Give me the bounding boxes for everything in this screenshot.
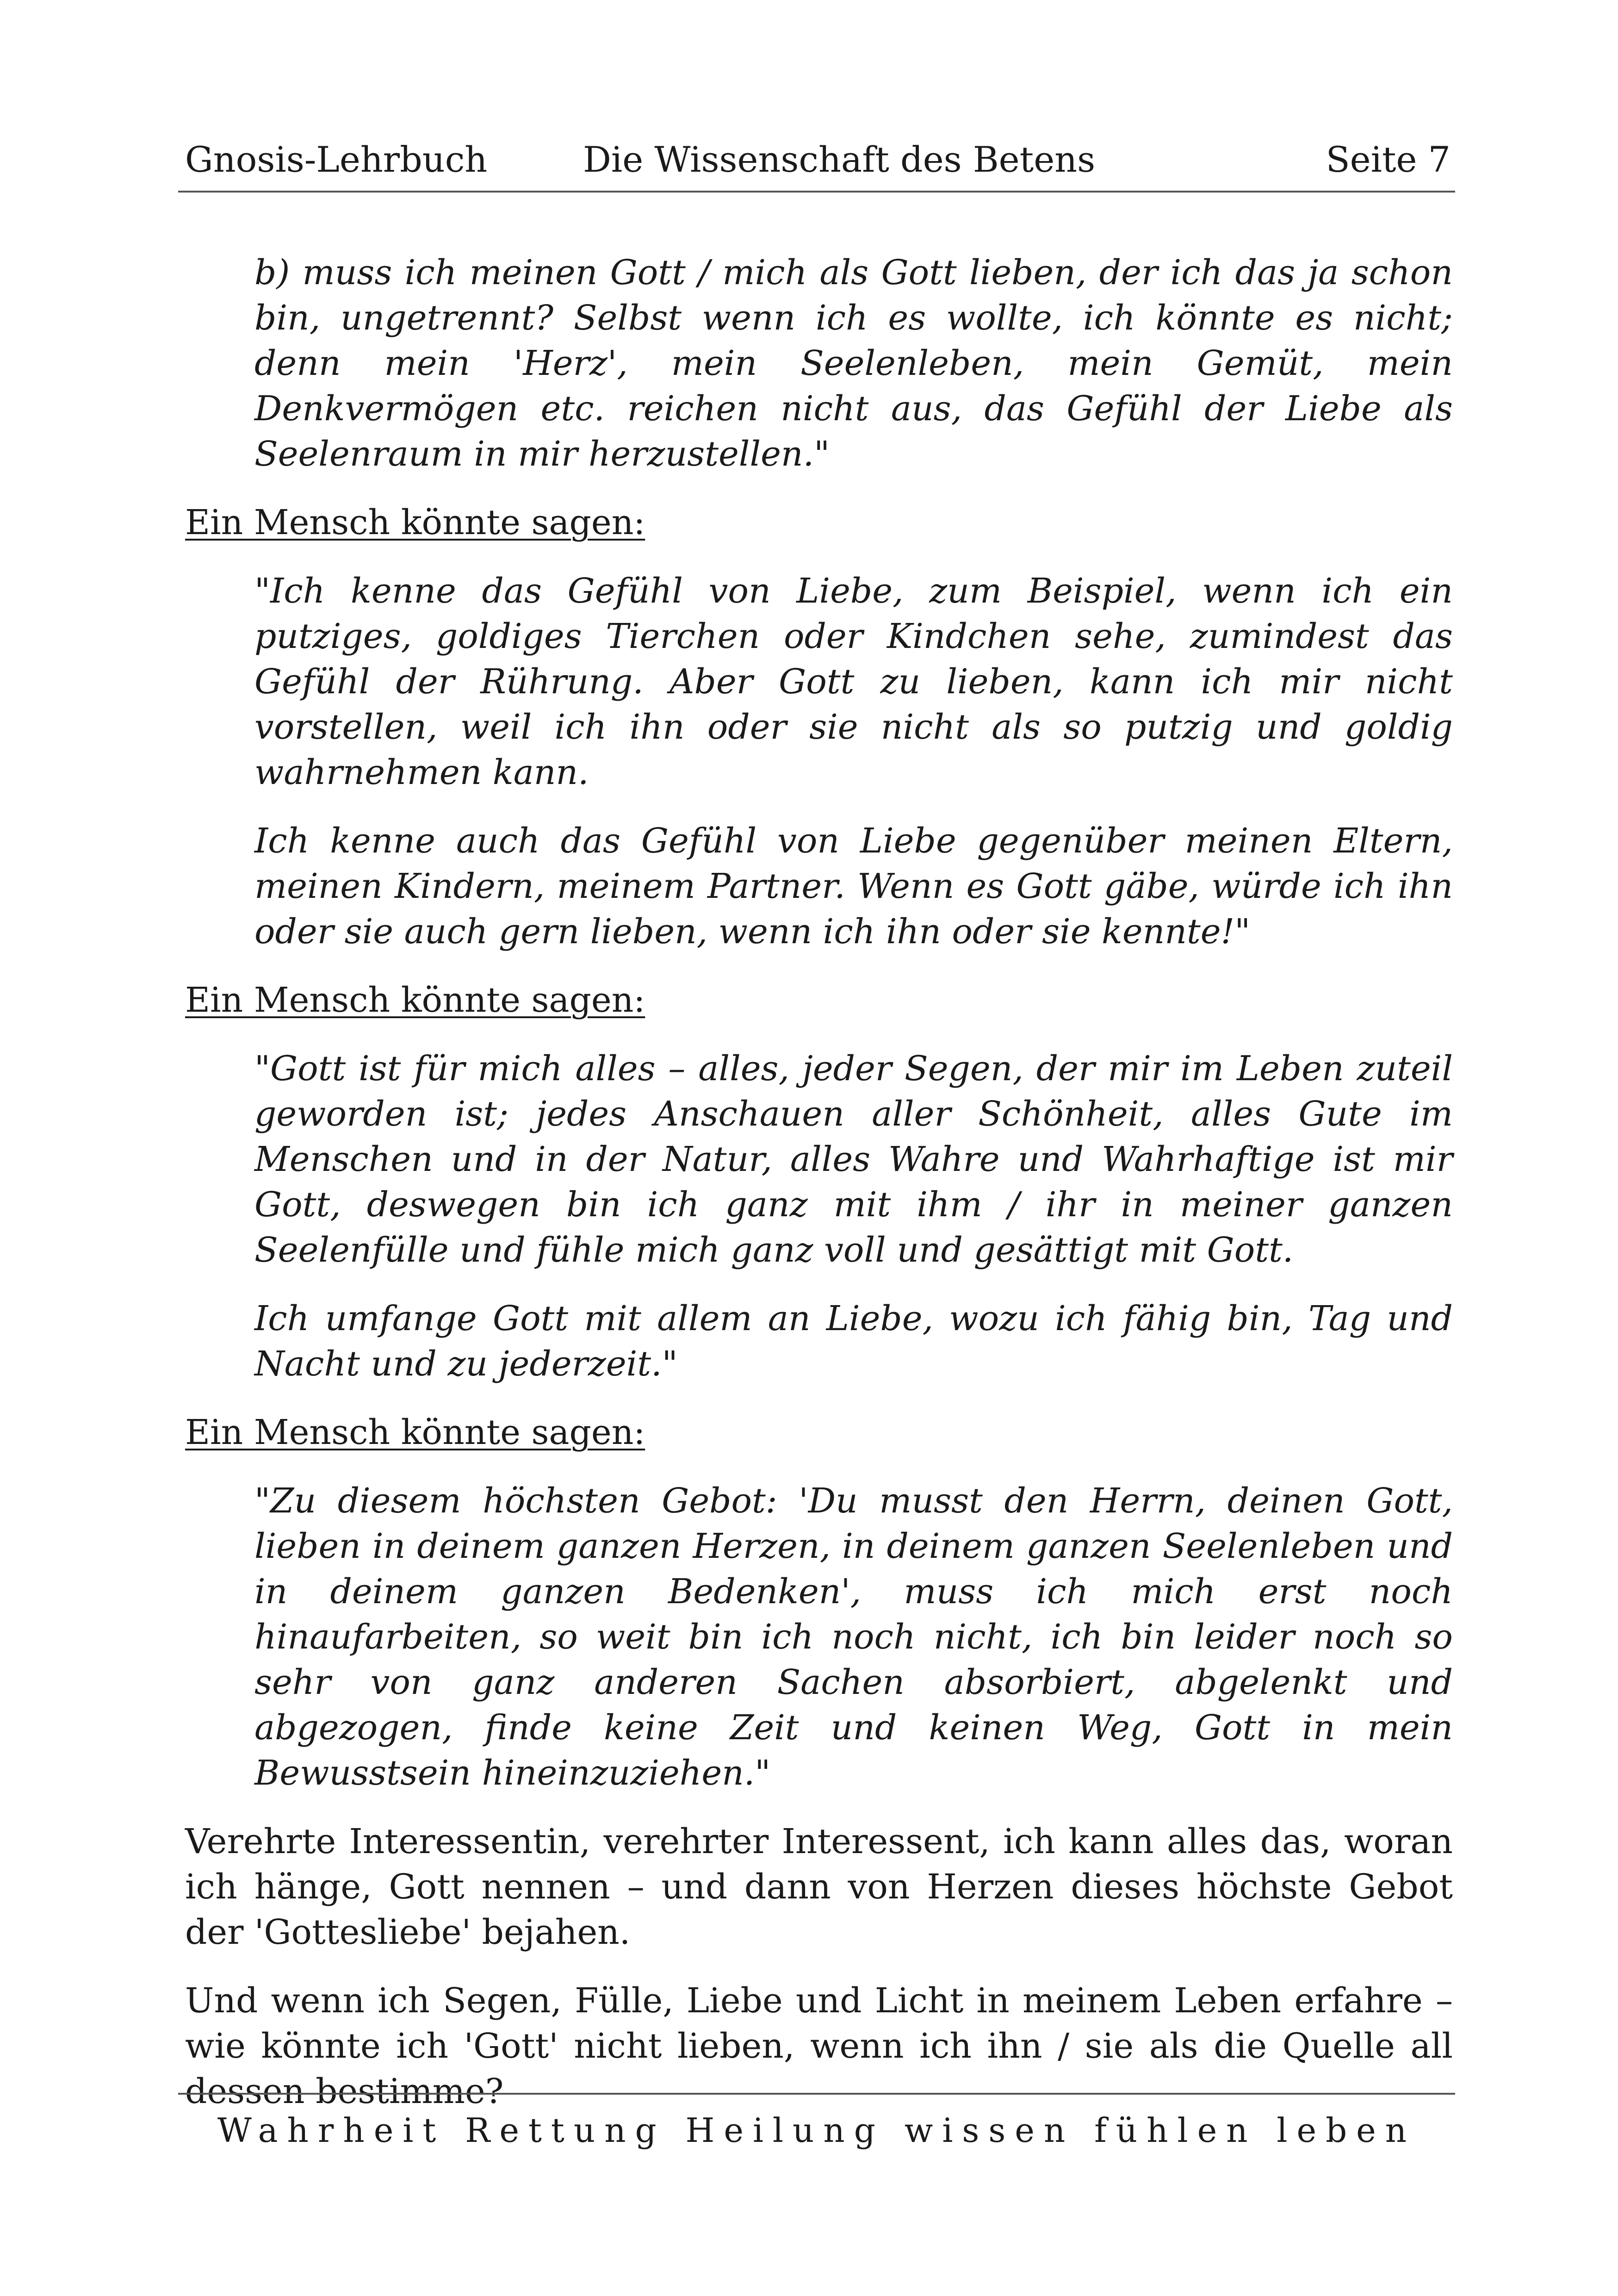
quote-paragraph: "Ich kenne das Gefühl von Liebe, zum Beispiel, wenn ich ein putziges, goldiges Tierchen oder Kindchen sehe, zumindest das Gefühl der Rührung. Aber Gott zu lieben, kann ich mir nicht vorstellen, weil ich ihn oder sie nicht als so putzig und goldig wahrnehmen kann. — [254, 571, 1453, 792]
quote-paragraph: "Zu diesem höchsten Gebot: 'Du musst den Herrn, deinen Gott, lieben in deinem ganzen Herzen, in deinem ganzen Seelenleben und in deinem ganzen Bedenken', muss ich mich erst noch hinaufarbeiten, so weit bin ich noch nicht, ich bin leider noch so sehr von ganz anderen Sachen absorbiert, abgelenkt und abgezogen, finde keine Zeit und keinen Weg, Gott in mein Bewusstsein hineinzuziehen." — [254, 1481, 1453, 1793]
quote-paragraph: Ich kenne auch das Gefühl von Liebe gegenüber meinen Eltern, meinen Kindern, meinem Partner. Wenn es Gott gäbe, würde ich ihn oder sie auch gern lieben, wenn ich ihn oder sie kennte!" — [254, 821, 1453, 952]
speaker-heading: Ein Mensch könnte sagen: — [185, 503, 645, 542]
body-paragraph: Und wenn ich Segen, Fülle, Liebe und Licht in meinem Leben erfahre – wie könnte ich 'Gott' nicht lieben, wenn ich ihn / sie als die Quelle all dessen bestimme? — [185, 1981, 1453, 2111]
header-divider — [178, 191, 1455, 193]
quote-paragraph: b) muss ich meinen Gott / mich als Gott lieben, der ich das ja schon bin, ungetrennt? Selbst wenn ich es wollte, ich könnte es nicht; denn mein 'Herz', mein Seelenleben, mein Gemüt, mein Denkvermögen etc. reichen nicht aus, das Gefühl der Liebe als Seelenraum in mir herzustellen." — [254, 253, 1453, 474]
footer-motto: Wahrheit Rettung Heilung wissen fühlen leben — [217, 2111, 1416, 2150]
speaker-heading: Ein Mensch könnte sagen: — [185, 980, 645, 1020]
page-body — [185, 250, 1453, 2137]
quote-paragraph: Ich umfange Gott mit allem an Liebe, wozu ich fähig bin, Tag und Nacht und zu jederzeit." — [254, 1299, 1453, 1384]
footer-divider — [178, 2093, 1455, 2095]
header-book-title: Gnosis-Lehrbuch — [185, 139, 488, 180]
header-page-number: Seite 7 — [1326, 139, 1451, 180]
page-header — [185, 134, 1451, 185]
speaker-heading: Ein Mensch könnte sagen: — [185, 1412, 645, 1452]
quote-paragraph: "Gott ist für mich alles – alles, jeder Segen, der mir im Leben zuteil geworden ist; jedes Anschauen aller Schönheit, alles Gute im Menschen und in der Natur, alles Wahre und Wahrhaftige ist mir Gott, deswegen bin ich ganz mit ihm / ihr in meiner ganzen Seelenfülle und fühle mich ganz voll und gesättigt mit Gott. — [254, 1049, 1453, 1270]
header-chapter-title: Die Wissenschaft des Betens — [583, 139, 1096, 180]
body-paragraph: Verehrte Interessentin, verehrter Interessent, ich kann alles das, woran ich hänge, Gott nennen – und dann von Herzen dieses höchste Gebot der 'Gottesliebe' bejahen. — [185, 1822, 1453, 1952]
